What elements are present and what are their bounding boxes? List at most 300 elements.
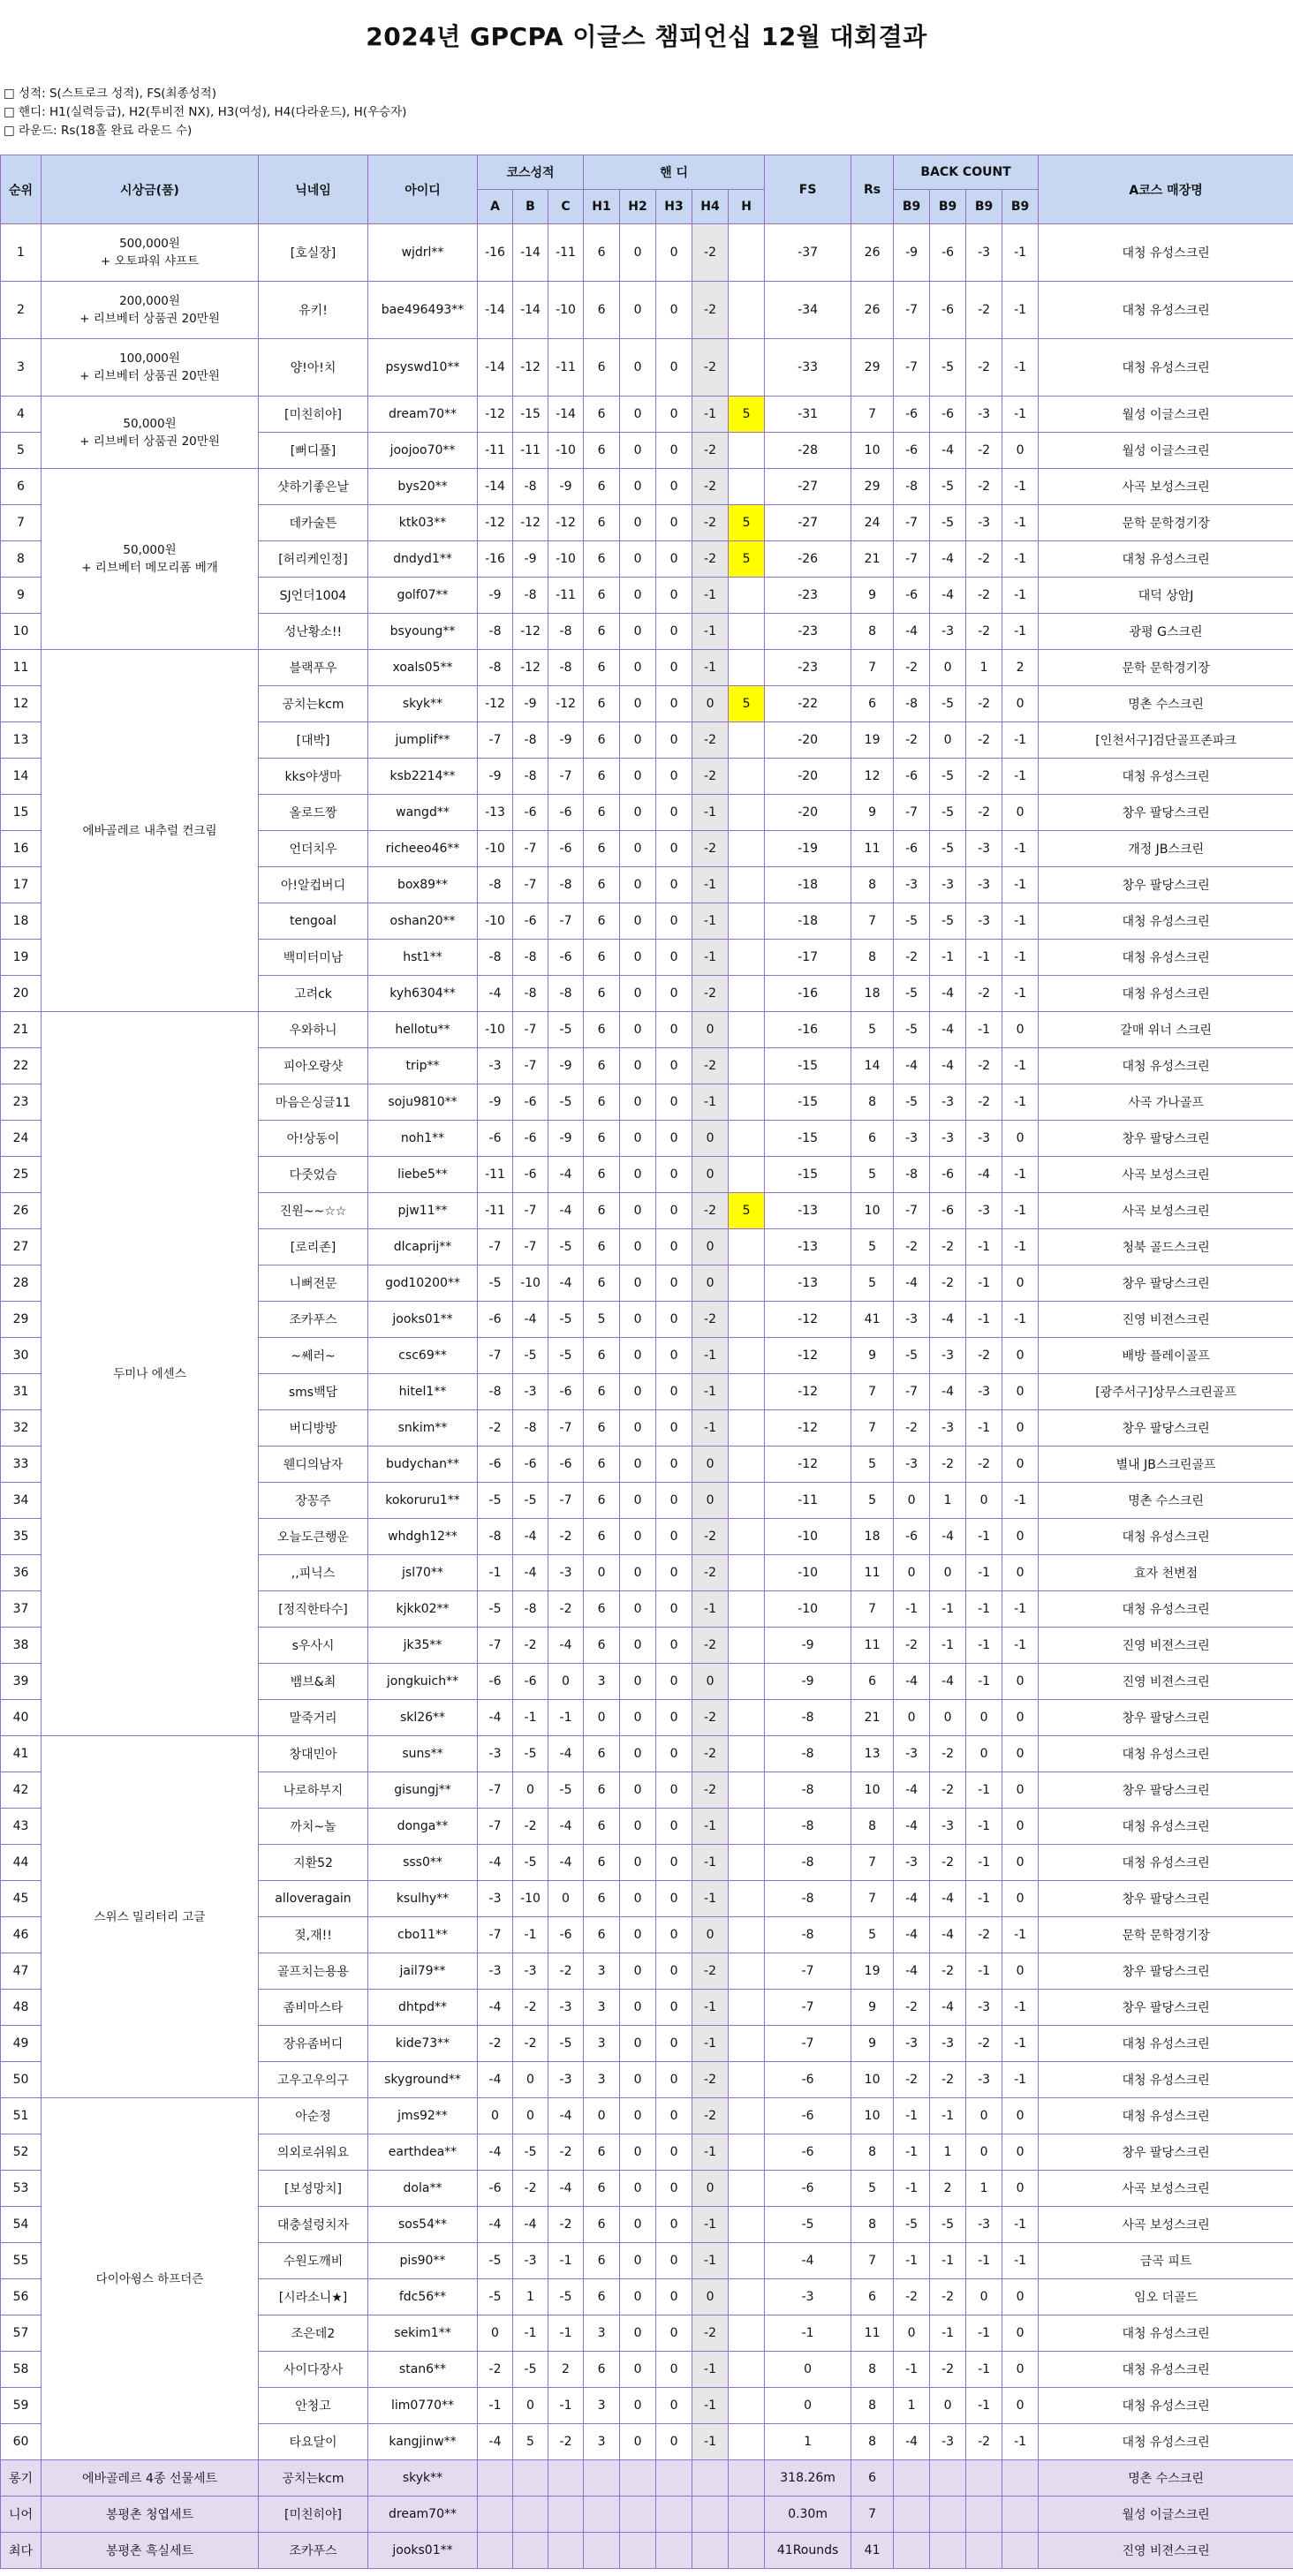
header-nickname: 닉네임 xyxy=(259,155,368,224)
cell-h4: -2 xyxy=(692,433,729,469)
empty-cell xyxy=(656,2460,692,2497)
cell-fs: -27 xyxy=(765,505,851,541)
cell-b9-1: -2 xyxy=(894,2279,930,2315)
cell-b9-2: -2 xyxy=(930,1447,966,1483)
cell-b9-4: -1 xyxy=(1002,1048,1039,1084)
cell-h4: -1 xyxy=(692,1374,729,1410)
cell-venue: 대덕 상암J xyxy=(1039,578,1293,614)
cell-b9-2: -3 xyxy=(930,867,966,903)
cell-h4: -1 xyxy=(692,578,729,614)
cell-h4: 0 xyxy=(692,1664,729,1700)
cell-b9-1: -9 xyxy=(894,224,930,282)
cell-id: box89** xyxy=(368,867,478,903)
cell-b9-3: -2 xyxy=(966,541,1002,578)
cell-h2: 0 xyxy=(620,1628,656,1664)
cell-h4: -1 xyxy=(692,1591,729,1628)
cell-course-b: -7 xyxy=(513,1193,548,1229)
cell-course-a: -3 xyxy=(478,1881,513,1917)
cell-h3: 0 xyxy=(656,1809,692,1845)
cell-h3: 0 xyxy=(656,1410,692,1447)
cell-h3: 0 xyxy=(656,1772,692,1809)
cell-rs: 12 xyxy=(851,759,894,795)
cell-b9-4: -1 xyxy=(1002,1483,1039,1519)
cell-rs: 18 xyxy=(851,976,894,1012)
cell-h xyxy=(729,1302,765,1338)
cell-fs: -8 xyxy=(765,1881,851,1917)
empty-cell xyxy=(894,2533,930,2569)
cell-course-b: -12 xyxy=(513,339,548,397)
cell-course-a: -3 xyxy=(478,1953,513,1990)
cell-h xyxy=(729,1374,765,1410)
cell-rs: 7 xyxy=(851,2243,894,2279)
empty-cell xyxy=(478,2460,513,2497)
cell-id: hellotu** xyxy=(368,1012,478,1048)
cell-h1: 6 xyxy=(584,2352,620,2388)
cell-h3: 0 xyxy=(656,578,692,614)
cell-nickname: tengoal xyxy=(259,903,368,940)
cell-b9-3: -3 xyxy=(966,1990,1002,2026)
cell-h1: 3 xyxy=(584,2424,620,2460)
cell-nickname: [보성망치] xyxy=(259,2171,368,2207)
cell-nickname: [허리케인정] xyxy=(259,541,368,578)
cell-course-c: -3 xyxy=(548,1990,584,2026)
cell-h3: 0 xyxy=(656,1483,692,1519)
cell-h1: 6 xyxy=(584,541,620,578)
cell-course-c: -1 xyxy=(548,1700,584,1736)
cell-course-b: -8 xyxy=(513,1591,548,1628)
cell-h2: 0 xyxy=(620,1519,656,1555)
cell-h4: -1 xyxy=(692,1410,729,1447)
cell-h xyxy=(729,2243,765,2279)
cell-h4: -1 xyxy=(692,1809,729,1845)
cell-h3: 0 xyxy=(656,339,692,397)
cell-h xyxy=(729,1012,765,1048)
cell-fs: 0 xyxy=(765,2388,851,2424)
table-row xyxy=(1,469,1293,505)
cell-rank: 23 xyxy=(1,1084,42,1121)
cell-rs: 5 xyxy=(851,2171,894,2207)
header-b9-2: B9 xyxy=(930,190,966,224)
cell-course-b: -6 xyxy=(513,1157,548,1193)
cell-course-a: -4 xyxy=(478,2207,513,2243)
cell-h: 5 xyxy=(729,505,765,541)
cell-b9-1: -3 xyxy=(894,867,930,903)
cell-b9-1: -2 xyxy=(894,1990,930,2026)
cell-b9-3: -2 xyxy=(966,759,1002,795)
cell-id: jsl70** xyxy=(368,1555,478,1591)
table-row xyxy=(1,650,1293,686)
cell-id: jail79** xyxy=(368,1953,478,1990)
table-row xyxy=(1,339,1293,397)
cell-rank: 3 xyxy=(1,339,42,397)
cell-h2: 0 xyxy=(620,831,656,867)
cell-h1: 6 xyxy=(584,1121,620,1157)
cell-h3: 0 xyxy=(656,686,692,722)
cell-h4: -2 xyxy=(692,1048,729,1084)
cell-id: budychan** xyxy=(368,1447,478,1483)
table-row xyxy=(1,2098,1293,2134)
cell-b9-4: 0 xyxy=(1002,2352,1039,2388)
cell-venue: 갈매 위너 스크린 xyxy=(1039,1012,1293,1048)
cell-h1: 3 xyxy=(584,2026,620,2062)
cell-h4: -1 xyxy=(692,2207,729,2243)
cell-h4: -1 xyxy=(692,2134,729,2171)
cell-b9-4: 0 xyxy=(1002,2134,1039,2171)
cell-fs: -5 xyxy=(765,2207,851,2243)
cell-h xyxy=(729,2207,765,2243)
cell-h3: 0 xyxy=(656,650,692,686)
cell-h2: 0 xyxy=(620,1374,656,1410)
cell-fs: -23 xyxy=(765,650,851,686)
cell-rank: 24 xyxy=(1,1121,42,1157)
cell-h1: 6 xyxy=(584,1772,620,1809)
cell-id: bae496493** xyxy=(368,282,478,339)
cell-h2: 0 xyxy=(620,1302,656,1338)
cell-b9-2: -5 xyxy=(930,759,966,795)
cell-h4: -2 xyxy=(692,1736,729,1772)
cell-course-b: -14 xyxy=(513,282,548,339)
cell-h2: 0 xyxy=(620,1809,656,1845)
cell-h2: 0 xyxy=(620,339,656,397)
cell-h3: 0 xyxy=(656,2026,692,2062)
cell-h3: 0 xyxy=(656,282,692,339)
cell-rank: 25 xyxy=(1,1157,42,1193)
cell-h xyxy=(729,2134,765,2171)
cell-h2: 0 xyxy=(620,469,656,505)
cell-h1: 6 xyxy=(584,1157,620,1193)
cell-venue: 월성 이글스크린 xyxy=(1039,397,1293,433)
cell-rs: 7 xyxy=(851,903,894,940)
cell-course-a: -10 xyxy=(478,831,513,867)
cell-b9-3: -1 xyxy=(966,1664,1002,1700)
cell-fs: -28 xyxy=(765,433,851,469)
cell-h3: 0 xyxy=(656,1845,692,1881)
cell-nickname: kks야생마 xyxy=(259,759,368,795)
cell-rs: 10 xyxy=(851,2062,894,2098)
cell-venue: 창우 팔당스크린 xyxy=(1039,1772,1293,1809)
cell-h1: 6 xyxy=(584,1736,620,1772)
cell-course-a: 0 xyxy=(478,2315,513,2352)
cell-rs: 21 xyxy=(851,541,894,578)
cell-b9-1: -2 xyxy=(894,1410,930,1447)
cell-venue: 대청 유성스크린 xyxy=(1039,1048,1293,1084)
cell-h4: 0 xyxy=(692,2171,729,2207)
cell-course-b: -6 xyxy=(513,903,548,940)
empty-cell xyxy=(620,2460,656,2497)
cell-h2: 0 xyxy=(620,433,656,469)
cell-course-c: -5 xyxy=(548,1338,584,1374)
cell-h4: -1 xyxy=(692,1338,729,1374)
cell-fs: -34 xyxy=(765,282,851,339)
cell-b9-2: -4 xyxy=(930,433,966,469)
cell-b9-2: -5 xyxy=(930,339,966,397)
cell-b9-1: -6 xyxy=(894,759,930,795)
cell-b9-4: 0 xyxy=(1002,1664,1039,1700)
cell-fs: -8 xyxy=(765,1917,851,1953)
cell-h: 5 xyxy=(729,541,765,578)
cell-id: wangd** xyxy=(368,795,478,831)
cell-course-b: -7 xyxy=(513,831,548,867)
cell-h2: 0 xyxy=(620,1447,656,1483)
cell-course-b: -10 xyxy=(513,1881,548,1917)
cell-venue: 창우 팔당스크린 xyxy=(1039,1410,1293,1447)
cell-h4: 0 xyxy=(692,1917,729,1953)
cell-h2: 0 xyxy=(620,1157,656,1193)
cell-course-a: -8 xyxy=(478,867,513,903)
cell-h2: 0 xyxy=(620,940,656,976)
cell-b9-3: -3 xyxy=(966,1121,1002,1157)
cell-b9-2: -5 xyxy=(930,505,966,541)
cell-id: joojoo70** xyxy=(368,433,478,469)
cell-course-b: -8 xyxy=(513,1410,548,1447)
cell-h4: -1 xyxy=(692,903,729,940)
prize-text: 200,000원 xyxy=(119,294,180,308)
cell-fs: 1 xyxy=(765,2424,851,2460)
cell-id: donga** xyxy=(368,1809,478,1845)
cell-b9-4: -1 xyxy=(1002,1229,1039,1265)
cell-h xyxy=(729,339,765,397)
cell-b9-4: 0 xyxy=(1002,1519,1039,1555)
special-nickname: [미친히야] xyxy=(259,2497,368,2533)
cell-course-c: -6 xyxy=(548,831,584,867)
cell-course-c: -5 xyxy=(548,1772,584,1809)
cell-rs: 8 xyxy=(851,2388,894,2424)
cell-h2: 0 xyxy=(620,2279,656,2315)
cell-course-c: -4 xyxy=(548,1736,584,1772)
cell-course-b: -5 xyxy=(513,1736,548,1772)
cell-b9-4: -1 xyxy=(1002,2026,1039,2062)
cell-rs: 9 xyxy=(851,1990,894,2026)
cell-course-b: -7 xyxy=(513,1048,548,1084)
empty-cell xyxy=(548,2533,584,2569)
cell-course-c: -10 xyxy=(548,541,584,578)
cell-h xyxy=(729,1084,765,1121)
cell-b9-3: -2 xyxy=(966,1338,1002,1374)
cell-rank: 10 xyxy=(1,614,42,650)
cell-b9-2: -5 xyxy=(930,903,966,940)
cell-nickname: 오늘도큰행운 xyxy=(259,1519,368,1555)
cell-course-a: -9 xyxy=(478,1084,513,1121)
cell-h3: 0 xyxy=(656,469,692,505)
cell-nickname: 아!상동이 xyxy=(259,1121,368,1157)
cell-nickname: 안청고 xyxy=(259,2388,368,2424)
cell-fs: -13 xyxy=(765,1229,851,1265)
cell-h1: 6 xyxy=(584,867,620,903)
cell-b9-3: -3 xyxy=(966,831,1002,867)
cell-h3: 0 xyxy=(656,224,692,282)
cell-b9-2: -2 xyxy=(930,1736,966,1772)
cell-h4: 0 xyxy=(692,686,729,722)
page-title: 2024년 GPCPA 이글스 챔피언십 12월 대회결과 xyxy=(366,22,927,51)
prize-text: 50,000원 xyxy=(123,543,177,557)
cell-h3: 0 xyxy=(656,1736,692,1772)
empty-cell xyxy=(513,2460,548,2497)
cell-id: dndyd1** xyxy=(368,541,478,578)
cell-b9-2: -3 xyxy=(930,1338,966,1374)
cell-rank: 36 xyxy=(1,1555,42,1591)
cell-b9-1: -4 xyxy=(894,1664,930,1700)
cell-b9-2: -5 xyxy=(930,686,966,722)
cell-course-b: 0 xyxy=(513,2062,548,2098)
cell-rank: 27 xyxy=(1,1229,42,1265)
cell-b9-1: -1 xyxy=(894,2243,930,2279)
cell-b9-2: -2 xyxy=(930,1845,966,1881)
cell-h4: -2 xyxy=(692,831,729,867)
special-fs: 318.26m xyxy=(765,2460,851,2497)
cell-course-b: -5 xyxy=(513,1483,548,1519)
cell-course-c: 0 xyxy=(548,1881,584,1917)
cell-h1: 6 xyxy=(584,469,620,505)
cell-b9-2: -2 xyxy=(930,2352,966,2388)
cell-b9-3: -2 xyxy=(966,282,1002,339)
cell-b9-3: 0 xyxy=(966,2279,1002,2315)
prize-cell xyxy=(42,282,259,339)
cell-b9-1: -1 xyxy=(894,2171,930,2207)
cell-nickname: alloveragain xyxy=(259,1881,368,1917)
cell-h1: 6 xyxy=(584,578,620,614)
cell-id: golf07** xyxy=(368,578,478,614)
prize-text: + 리브베터 상품권 20만원 xyxy=(79,369,220,383)
cell-h4: -2 xyxy=(692,224,729,282)
cell-rank: 32 xyxy=(1,1410,42,1447)
legend-notes xyxy=(4,85,406,140)
cell-h3: 0 xyxy=(656,1084,692,1121)
cell-h2: 0 xyxy=(620,397,656,433)
cell-course-c: -12 xyxy=(548,505,584,541)
cell-course-c: -5 xyxy=(548,2279,584,2315)
cell-nickname: 좀비마스타 xyxy=(259,1990,368,2026)
cell-course-c: -4 xyxy=(548,1628,584,1664)
cell-course-c: -14 xyxy=(548,397,584,433)
cell-fs: 0 xyxy=(765,2352,851,2388)
cell-b9-4: 0 xyxy=(1002,1410,1039,1447)
cell-course-c: -10 xyxy=(548,282,584,339)
cell-rank: 4 xyxy=(1,397,42,433)
cell-id: kjkk02** xyxy=(368,1591,478,1628)
cell-course-c: 2 xyxy=(548,2352,584,2388)
cell-rs: 14 xyxy=(851,1048,894,1084)
cell-course-c: -4 xyxy=(548,1265,584,1302)
cell-nickname: 까치~놀 xyxy=(259,1809,368,1845)
prize-cell xyxy=(42,2098,259,2460)
prize-text: 두미나 에센스 xyxy=(113,1366,186,1381)
cell-h xyxy=(729,1990,765,2026)
cell-h xyxy=(729,2352,765,2388)
empty-cell xyxy=(548,2497,584,2533)
special-label: 롱기 xyxy=(1,2460,42,2497)
cell-course-b: -9 xyxy=(513,541,548,578)
cell-fs: -22 xyxy=(765,686,851,722)
cell-rank: 9 xyxy=(1,578,42,614)
cell-h1: 6 xyxy=(584,650,620,686)
cell-b9-3: -1 xyxy=(966,1881,1002,1917)
cell-h3: 0 xyxy=(656,1447,692,1483)
cell-id: suns** xyxy=(368,1736,478,1772)
special-venue: 진영 비젼스크린 xyxy=(1039,2533,1293,2569)
cell-nickname: 창대민아 xyxy=(259,1736,368,1772)
cell-id: lim0770** xyxy=(368,2388,478,2424)
cell-rs: 8 xyxy=(851,2207,894,2243)
header-b9-1: B9 xyxy=(894,190,930,224)
cell-b9-4: 0 xyxy=(1002,1881,1039,1917)
cell-rs: 11 xyxy=(851,1628,894,1664)
header-rs: Rs xyxy=(851,155,894,224)
cell-h2: 0 xyxy=(620,1700,656,1736)
prize-text: + 오토파워 샤프트 xyxy=(100,254,200,268)
header-h4: H4 xyxy=(692,190,729,224)
cell-venue: 사곡 보성스크린 xyxy=(1039,469,1293,505)
cell-rs: 8 xyxy=(851,1809,894,1845)
cell-h1: 6 xyxy=(584,339,620,397)
cell-b9-2: -6 xyxy=(930,397,966,433)
cell-h4: -1 xyxy=(692,867,729,903)
cell-h4: -2 xyxy=(692,1519,729,1555)
cell-venue: 문학 문학경기장 xyxy=(1039,650,1293,686)
cell-id: pjw11** xyxy=(368,1193,478,1229)
cell-b9-4: -1 xyxy=(1002,397,1039,433)
cell-h2: 0 xyxy=(620,578,656,614)
cell-b9-3: -1 xyxy=(966,1012,1002,1048)
cell-b9-1: -4 xyxy=(894,614,930,650)
cell-course-a: -10 xyxy=(478,903,513,940)
cell-h xyxy=(729,224,765,282)
cell-rank: 17 xyxy=(1,867,42,903)
cell-venue: 진영 비젼스크린 xyxy=(1039,1302,1293,1338)
cell-rank: 22 xyxy=(1,1048,42,1084)
prize-cell xyxy=(42,1736,259,2098)
cell-fs: -7 xyxy=(765,2026,851,2062)
cell-fs: -16 xyxy=(765,1012,851,1048)
cell-nickname: 양!아!치 xyxy=(259,339,368,397)
cell-nickname: [뻐디풀] xyxy=(259,433,368,469)
special-prize: 봉평촌 흑실세트 xyxy=(42,2533,259,2569)
cell-fs: -8 xyxy=(765,1845,851,1881)
cell-nickname: 샷하기좋은날 xyxy=(259,469,368,505)
cell-rs: 7 xyxy=(851,1591,894,1628)
cell-rs: 24 xyxy=(851,505,894,541)
cell-h2: 0 xyxy=(620,1591,656,1628)
cell-h1: 6 xyxy=(584,282,620,339)
cell-h2: 0 xyxy=(620,867,656,903)
cell-rs: 9 xyxy=(851,795,894,831)
cell-h2: 0 xyxy=(620,1555,656,1591)
cell-h4: -1 xyxy=(692,614,729,650)
cell-rank: 28 xyxy=(1,1265,42,1302)
empty-cell xyxy=(894,2460,930,2497)
cell-h3: 0 xyxy=(656,505,692,541)
cell-h xyxy=(729,2279,765,2315)
cell-b9-4: 0 xyxy=(1002,433,1039,469)
cell-h2: 0 xyxy=(620,1265,656,1302)
cell-h4: 0 xyxy=(692,1157,729,1193)
cell-b9-4: -1 xyxy=(1002,1084,1039,1121)
empty-cell xyxy=(478,2533,513,2569)
special-label: 최다 xyxy=(1,2533,42,2569)
cell-course-a: -4 xyxy=(478,976,513,1012)
cell-b9-2: 0 xyxy=(930,2388,966,2424)
cell-h3: 0 xyxy=(656,2243,692,2279)
cell-id: ksb2214** xyxy=(368,759,478,795)
cell-nickname: [대박] xyxy=(259,722,368,759)
cell-h3: 0 xyxy=(656,1628,692,1664)
cell-course-a: -8 xyxy=(478,650,513,686)
cell-course-a: -12 xyxy=(478,686,513,722)
cell-course-c: -9 xyxy=(548,469,584,505)
cell-nickname: 웬디의남자 xyxy=(259,1447,368,1483)
cell-h xyxy=(729,1229,765,1265)
cell-h xyxy=(729,2424,765,2460)
special-row xyxy=(1,2497,1293,2533)
